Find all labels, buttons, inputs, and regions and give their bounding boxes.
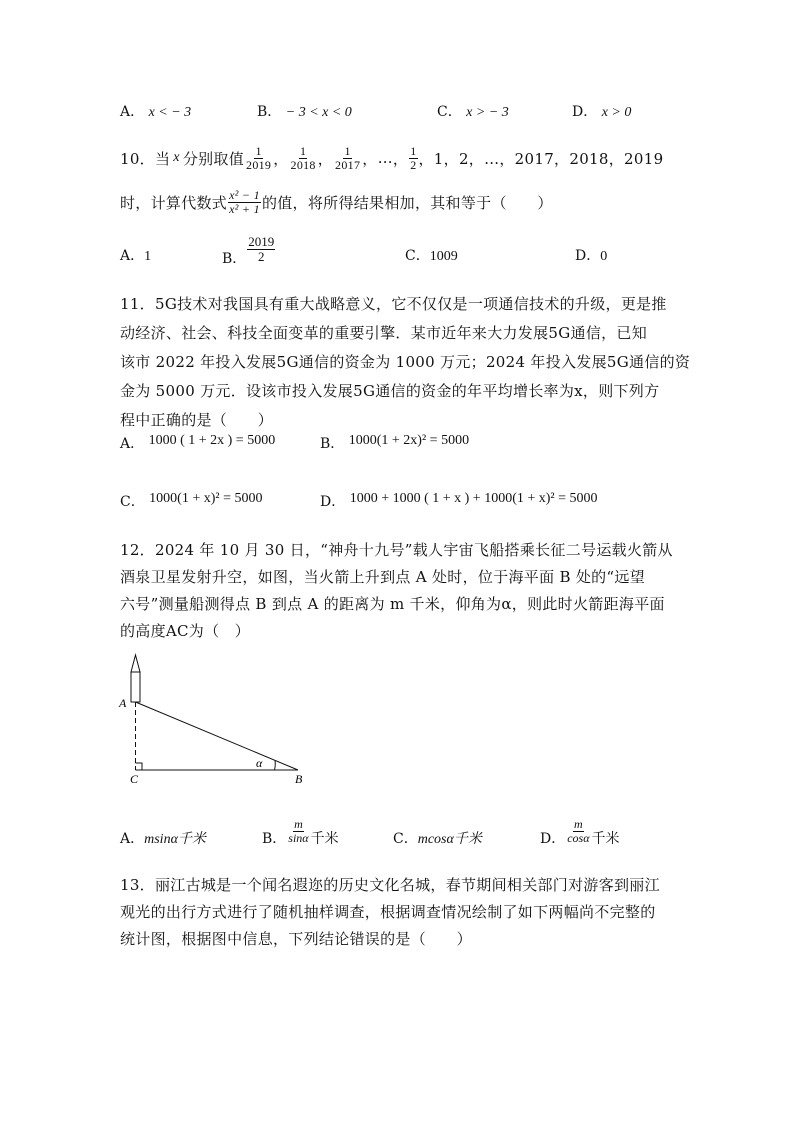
q12-line-3: 六号”测量船测得点 B 到点 A 的距离为 m 千米，仰角为α，则此时火箭距海平面: [120, 595, 665, 613]
q12-stem: [120, 537, 673, 645]
q10-frac-2019: $\frac{1}{2019}$: [246, 143, 272, 172]
q13-line-2: 观光的出行方式进行了随机抽样调查，根据调查情况绘制了如下两幅尚不完整的: [120, 903, 656, 921]
q9-option-a-label: A．: [120, 104, 145, 120]
q9-option-a: [120, 101, 191, 121]
q11-option-b: B． 1000(1 + 2x)² = 5000: [320, 433, 470, 452]
right-angle-mark: [136, 763, 143, 770]
q10-frac-2017: $\frac{1}{2017}$: [335, 143, 361, 172]
q9-option-b-math: − 3 < x < 0: [285, 105, 352, 120]
q9-option-d-math: x > 0: [601, 105, 632, 120]
q11-stem: [120, 290, 690, 435]
q12-option-b-frac: $\frac{m}{\sin\alpha}$: [288, 817, 309, 845]
q9-option-c: [437, 101, 509, 121]
q11-line-1: 11．5G技术对我国具有重大战略意义，它不仅仅是一项通信技术的升级，更是推: [120, 295, 667, 313]
q10-option-c: C．1009: [405, 248, 458, 264]
q13-line-3: 统计图，根据图中信息，下列结论错误的是（ ）: [120, 930, 472, 948]
q10-option-d: D．0: [575, 248, 608, 264]
q11-line-4: 金为 5000 万元．设该市投入发展5G通信的资金的年平均增长率为x，则下列方: [120, 382, 660, 400]
q10-stem-line2: 时，计算代数式 $\frac{\text{x² − 1}}{\text{x² + 1}}$ 的值，将所得结果相加，其和等于（ ）: [120, 187, 553, 216]
q9-option-b-label: B．: [257, 104, 282, 120]
q12-line-2: 酒泉卫星发射升空，如图，当火箭上升到点 A 处时，位于海平面 B 处的“远望: [120, 568, 645, 586]
q12-option-d-frac: $\frac{m}{\cos\alpha}$: [567, 817, 590, 845]
angle-label-alpha: α: [256, 756, 263, 770]
q10-frac-2018: $\frac{1}{2018}$: [290, 143, 316, 172]
q12-line-1: 12．2024 年 10 月 30 日，“神舟十九号”载人宇宙飞船搭乘长征二号运载火箭从: [120, 541, 673, 559]
q11-option-a: A． 1000 ( 1 + 2x ) = 5000: [120, 433, 276, 452]
q9-option-a-math: x < − 3: [148, 105, 192, 120]
q9-option-c-label: C．: [437, 104, 462, 120]
q11-option-d: D． 1000 + 1000 ( 1 + x ) + 1000(1 + x)² = 5000: [320, 491, 598, 510]
rocket-icon: [131, 655, 140, 702]
q10-option-b: B． $\frac{2019}{2}$: [222, 234, 275, 267]
q12-rocket-figure: [110, 650, 320, 790]
point-label-c: C: [130, 772, 139, 786]
q11-option-c: C． 1000(1 + x)² = 5000: [120, 491, 263, 510]
q11-line-5: 程中正确的是（ ）: [120, 411, 274, 429]
q12-line-4: 的高度AC为（ ）: [120, 622, 251, 640]
q12-option-c: C．mcosα千米: [393, 831, 482, 847]
point-label-a: A: [119, 696, 127, 710]
q12-option-a: A．msinα千米: [120, 831, 206, 847]
point-label-b: B: [295, 772, 303, 786]
q11-line-3: 该市 2022 年投入发展5G通信的资金为 1000 万元；2024 年投入发展5G通信的资: [120, 353, 691, 371]
q10-option-a: A．1: [120, 248, 152, 264]
q9-option-c-math: x > − 3: [466, 105, 509, 120]
q10-stem-line1: 10．当 x 分别取值 $\frac{1}{2019}$ ， $\frac{1}{2018}$ ， $\frac{1}{2017}$ ， … ， $\frac{1}{2}$ ，1，2，…，2017，2018，2019: [120, 143, 664, 172]
q13-line-1: 13．丽江古城是一个闻名遐迩的历史文化名城，春节期间相关部门对游客到丽江: [120, 876, 660, 894]
line-ab: [136, 702, 299, 770]
q10-option-b-frac: $\frac{2019}{2}$: [248, 234, 275, 264]
q12-option-b: B． $\frac{m}{\sin\alpha}$ 千米: [262, 817, 339, 847]
q12-option-d: D． $\frac{m}{\cos\alpha}$ 千米: [540, 817, 620, 847]
q13-stem: [120, 872, 660, 953]
angle-alpha-arc: [275, 761, 276, 771]
q9-option-d: [572, 101, 631, 121]
q9-option-b: [257, 101, 352, 121]
q9-option-d-label: D．: [572, 104, 598, 120]
q10-expression: $\frac{\text{x² − 1}}{\text{x² + 1}}$: [229, 187, 260, 216]
q11-line-2: 动经济、社会、科技全面变革的重要引擎．某市近年来大力发展5G通信，已知: [120, 324, 648, 342]
q10-frac-half: $\frac{1}{2}$: [410, 143, 417, 172]
